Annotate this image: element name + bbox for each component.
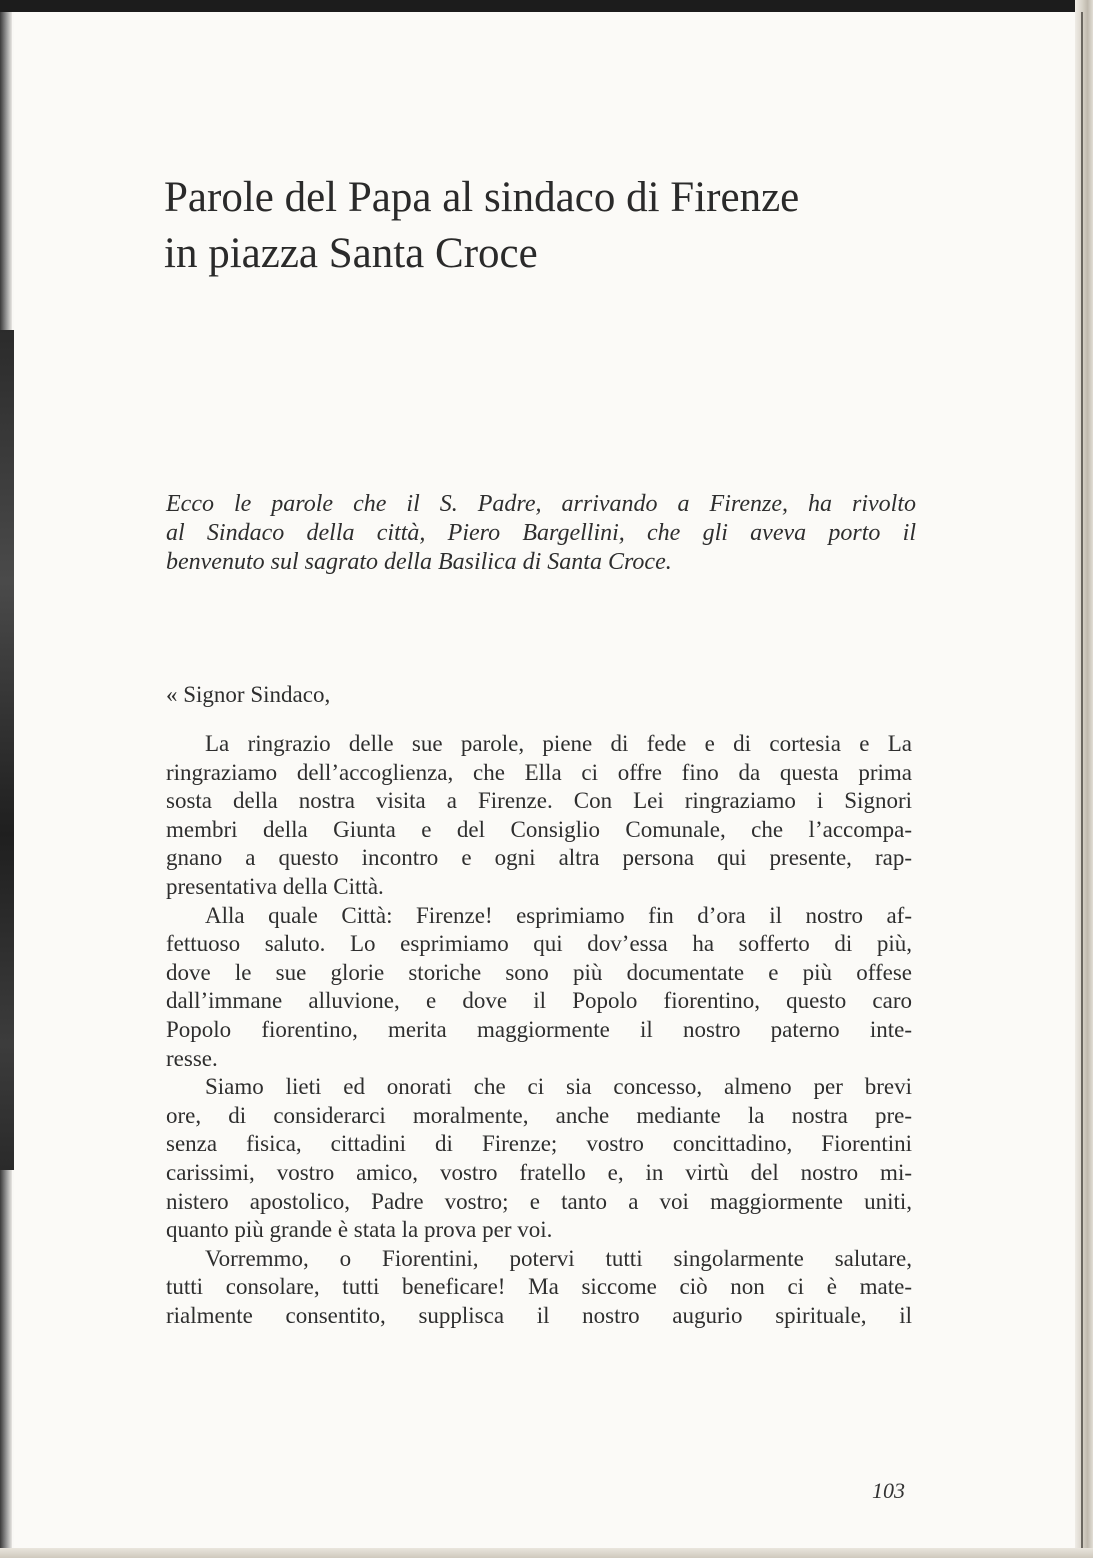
scan-right-binding-line	[1081, 12, 1083, 1558]
body-line: quanto più grande è stata la prova per voi.	[166, 1217, 553, 1243]
body-line: carissimi, vostro amico, vostro fratello e, in virtù del nostro mi-	[166, 1159, 912, 1185]
scan-top-edge	[0, 0, 1093, 12]
body-line: nistero apostolico, Padre vostro; e tanto a voi maggiormente uniti,	[166, 1188, 912, 1214]
speech-body	[166, 730, 912, 1330]
body-line: presentativa della Città.	[166, 873, 384, 899]
body-line: Alla quale Città: Firenze! esprimiamo fin d’ora il nostro af-	[205, 902, 912, 928]
body-line: dove le sue glorie storiche sono più documentate e più offese	[166, 959, 912, 985]
facing-page-photo-strip	[0, 330, 14, 1170]
page-title	[164, 170, 964, 282]
body-line: gnano a questo incontro e ogni altra persona qui presente, rap-	[166, 845, 912, 871]
body-line: La ringrazio delle sue parole, piene di fede e di cortesia e La	[205, 731, 912, 756]
intro-line: benvenuto sul sagrato della Basilica di Santa Croce.	[166, 549, 672, 575]
body-line: ringraziamo dell’accoglienza, che Ella ci offre fino da questa prima	[166, 759, 912, 785]
body-line: rialmente consentito, supplisca il nostro augurio spirituale, il	[166, 1302, 912, 1328]
body-line: Siamo lieti ed onorati che ci sia concesso, almeno per brevi	[205, 1074, 912, 1100]
body-line: sosta della nostra visita a Firenze. Con Lei ringraziamo i Signori	[166, 788, 912, 814]
intro-line: al Sindaco della città, Piero Bargellini, che gli aveva porto il	[166, 520, 916, 546]
body-line: membri della Giunta e del Consiglio Comunale, che l’accompa-	[166, 816, 912, 842]
body-line: tutti consolare, tutti beneficare! Ma siccome ciò non ci è mate-	[166, 1274, 912, 1300]
body-line: Vorremmo, o Fiorentini, potervi tutti singolarmente salutare,	[205, 1245, 912, 1271]
salutation: « Signor Sindaco,	[166, 682, 331, 707]
title-line: in piazza Santa Croce	[164, 230, 538, 277]
title-line: Parole del Papa al sindaco di Firenze	[164, 174, 800, 221]
scan-right-edge	[1075, 0, 1093, 1558]
body-line: ore, di considerarci moralmente, anche mediante la nostra pre-	[166, 1102, 912, 1128]
book-page	[14, 12, 1075, 1548]
body-line: resse.	[166, 1045, 218, 1071]
body-line: fettuoso saluto. Lo esprimiamo qui dov’essa ha sofferto di più,	[166, 931, 912, 957]
scan-bottom-edge	[0, 1548, 1093, 1558]
body-line: senza fisica, cittadini di Firenze; vostro concittadino, Fiorentini	[166, 1131, 912, 1157]
intro-line: Ecco le parole che il S. Padre, arrivando a Firenze, ha rivolto	[166, 491, 916, 517]
intro-paragraph	[166, 490, 916, 577]
page-number: 103	[872, 1478, 905, 1503]
body-line: dall’immane alluvione, e dove il Popolo fiorentino, questo caro	[166, 988, 912, 1014]
body-line: Popolo fiorentino, merita maggiormente il nostro paterno inte-	[166, 1016, 912, 1042]
